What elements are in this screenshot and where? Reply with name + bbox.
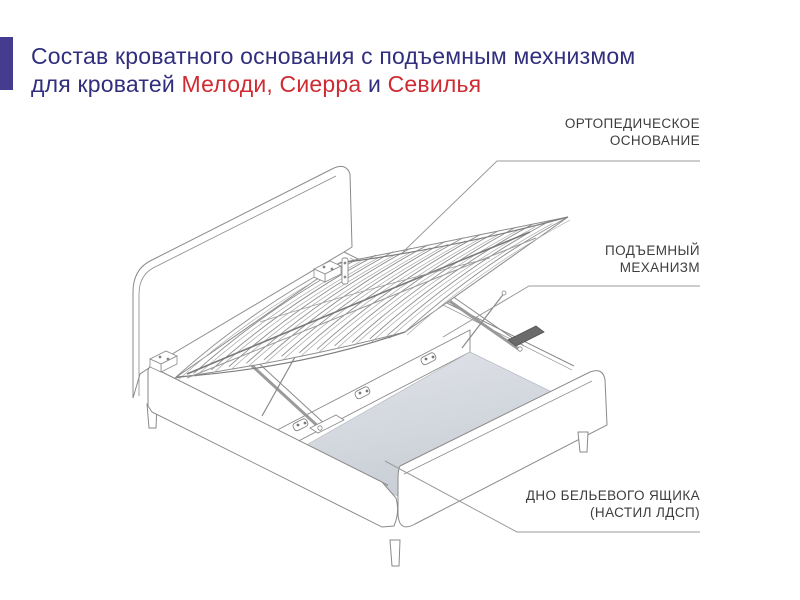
leader-mechanism bbox=[443, 286, 700, 337]
label-box-bottom bbox=[526, 487, 700, 521]
label-lift-mechanism bbox=[605, 242, 700, 276]
hinge-pin bbox=[342, 258, 348, 284]
label-mechanism-line1: ПОДЪЕМНЫЙ bbox=[605, 243, 700, 258]
label-orthopedic-base bbox=[565, 115, 700, 149]
front-corner-leg bbox=[390, 540, 400, 566]
title-line1: Состав кроватного основания с подъемным мехнизмом bbox=[31, 43, 636, 69]
label-orthopedic-line2: ОСНОВАНИЕ bbox=[609, 133, 700, 148]
leader-orthopedic bbox=[403, 161, 700, 252]
label-box-bottom-line2: (НАСТИЛ ЛДСП) bbox=[590, 505, 700, 520]
title-model-name-2: Севилья bbox=[387, 71, 482, 97]
label-mechanism-line2: МЕХАНИЗМ bbox=[619, 260, 700, 275]
title-model-names: Мелоди, Сиерра bbox=[181, 71, 362, 97]
title-line2-prefix: для кроватей bbox=[31, 71, 182, 97]
label-box-bottom-line1: ДНО БЕЛЬЕВОГО ЯЩИКА bbox=[525, 488, 700, 503]
footboard-leg bbox=[578, 432, 588, 452]
label-orthopedic-line1: ОРТОПЕДИЧЕСКОЕ bbox=[564, 116, 700, 131]
title-line2-and: и bbox=[361, 71, 388, 97]
